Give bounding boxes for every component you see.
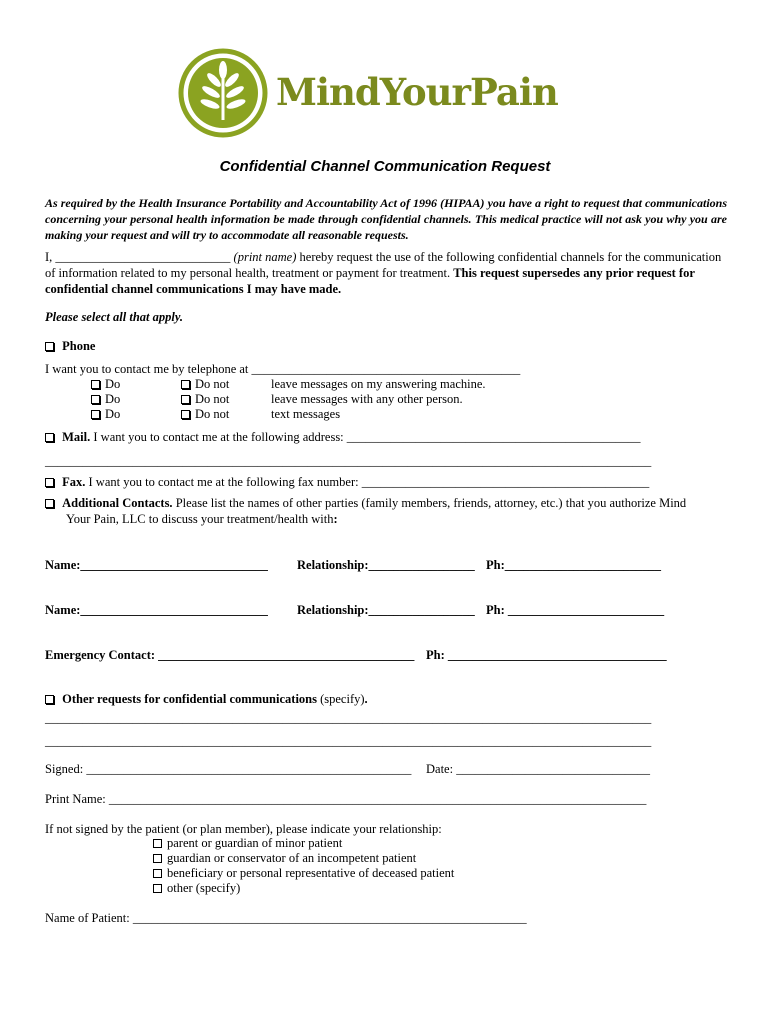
relationship-option-label: beneficiary or personal representative of deceased patient bbox=[167, 866, 455, 880]
fax-number-line[interactable]: I want you to contact me at the following fax number: ______________________________________________ bbox=[85, 475, 650, 489]
relationship-option-label: guardian or conservator of an incompetent patient bbox=[167, 851, 417, 865]
phone-option-text: leave messages on my answering machine. bbox=[271, 377, 486, 391]
phone-number-line[interactable]: I want you to contact me by telephone at ___________________________________________ bbox=[45, 362, 521, 376]
contact-name-field[interactable]: Name:______________________________ bbox=[45, 603, 268, 617]
phone-option[interactable] bbox=[45, 339, 95, 354]
relationship-checkbox[interactable] bbox=[153, 839, 162, 848]
contact-name-field[interactable]: Name:______________________________ bbox=[45, 558, 268, 572]
phone-row bbox=[91, 377, 120, 392]
do-not-checkbox[interactable] bbox=[181, 395, 190, 404]
relationship-option[interactable] bbox=[153, 866, 454, 881]
print-name-hint: (print name) bbox=[233, 250, 297, 264]
contact-relationship-field[interactable]: Relationship:_________________ bbox=[297, 558, 475, 572]
logo-wordmark: MindYourPain bbox=[276, 70, 558, 114]
additional-contacts-checkbox[interactable] bbox=[45, 499, 54, 508]
supersede-notice: This request supersedes any prior request for confidential channel communications I may have made. bbox=[45, 266, 695, 296]
print-name-field[interactable]: Print Name: ______________________________________________________________________________________ bbox=[45, 792, 647, 806]
request-middle: hereby request the use of the following confidential channels for the communication of information related to my personal health, treatment or payment for treatment. bbox=[45, 250, 722, 280]
additional-contacts-text-2 bbox=[66, 512, 338, 527]
other-dot: . bbox=[364, 692, 368, 706]
phone-row bbox=[91, 407, 120, 422]
phone-row bbox=[91, 392, 120, 407]
do-not-label: Do not bbox=[195, 407, 230, 421]
relationship-option-label: other (specify) bbox=[167, 881, 241, 895]
emergency-contact-field[interactable]: Emergency Contact: _________________________________________ bbox=[45, 648, 415, 662]
do-label: Do bbox=[105, 392, 121, 406]
relationship-checkbox[interactable] bbox=[153, 884, 162, 893]
other-specify: (specify) bbox=[316, 692, 365, 706]
other-requests-line[interactable]: _________________________________________________________________________________________________ bbox=[45, 734, 652, 748]
relationship-checkbox[interactable] bbox=[153, 869, 162, 878]
additional-contacts-text: Please list the names of other parties (family members, friends, attorney, etc.) that you authorize Mind bbox=[172, 496, 687, 510]
request-prefix: I, ____________________________ bbox=[45, 250, 234, 264]
additional-contacts-label: Additional Contacts. bbox=[62, 496, 173, 510]
contact-phone-field[interactable]: Ph: _________________________ bbox=[486, 603, 665, 617]
do-not-label: Do not bbox=[195, 377, 230, 391]
additional-contacts-continued: Your Pain, LLC to discuss your treatment/health with bbox=[66, 512, 334, 526]
phone-checkbox[interactable] bbox=[45, 342, 54, 351]
other-requests-checkbox[interactable] bbox=[45, 695, 54, 704]
relationship-option[interactable] bbox=[153, 881, 240, 896]
do-not-checkbox[interactable] bbox=[181, 380, 190, 389]
do-not-checkbox[interactable] bbox=[181, 410, 190, 419]
do-label: Do bbox=[105, 407, 121, 421]
phone-option-text: text messages bbox=[271, 407, 341, 421]
request-paragraph bbox=[45, 249, 727, 297]
do-not-label: Do not bbox=[195, 392, 230, 406]
fax-option[interactable] bbox=[45, 475, 649, 490]
contact-relationship-field[interactable]: Relationship:_________________ bbox=[297, 603, 475, 617]
mail-address-line[interactable]: I want you to contact me at the following address: _______________________________________________ bbox=[90, 430, 641, 444]
do-checkbox[interactable] bbox=[91, 395, 100, 404]
mail-option[interactable] bbox=[45, 430, 641, 445]
hipaa-intro: As required by the Health Insurance Portability and Accountability Act of 1996 (HIPAA) you have a right to request that communications concerning your personal health information be made through confidential channels. This medical practice will not ask you why you are making your request and will try to accommodate all reasonable requests. bbox=[45, 196, 727, 242]
phone-option-text: leave messages with any other person. bbox=[271, 392, 463, 406]
additional-contacts-option[interactable] bbox=[45, 496, 686, 511]
other-requests-option[interactable] bbox=[45, 692, 368, 707]
other-requests-label: Other requests for confidential communications bbox=[62, 692, 317, 706]
do-checkbox[interactable] bbox=[91, 410, 100, 419]
phone-row bbox=[181, 392, 229, 407]
phone-row bbox=[181, 377, 229, 392]
contact-phone-field[interactable]: Ph:_________________________ bbox=[486, 558, 661, 572]
select-all-note: Please select all that apply. bbox=[45, 310, 184, 324]
page-title: Confidential Channel Communication Request bbox=[219, 158, 551, 175]
mail-label: Mail. bbox=[62, 430, 91, 444]
relationship-option-label: parent or guardian of minor patient bbox=[167, 836, 343, 850]
relationship-intro: If not signed by the patient (or plan member), please indicate your relationship: bbox=[45, 822, 442, 836]
patient-name-field[interactable]: Name of Patient: _______________________________________________________________ bbox=[45, 911, 527, 925]
phone-row bbox=[181, 407, 229, 422]
emergency-phone-field[interactable]: Ph: ___________________________________ bbox=[426, 648, 667, 662]
relationship-option[interactable] bbox=[153, 836, 342, 851]
other-requests-line[interactable]: _________________________________________________________________________________________________ bbox=[45, 711, 652, 725]
date-field[interactable]: Date: _______________________________ bbox=[426, 762, 650, 776]
additional-colon: : bbox=[333, 512, 338, 526]
mail-checkbox[interactable] bbox=[45, 433, 54, 442]
relationship-option[interactable] bbox=[153, 851, 416, 866]
logo bbox=[176, 46, 606, 140]
leaf-logo-icon bbox=[176, 46, 272, 140]
signature-field[interactable]: Signed: ____________________________________________________ bbox=[45, 762, 412, 776]
mail-address-line-2[interactable]: _________________________________________________________________________________________________ bbox=[45, 454, 652, 468]
phone-label: Phone bbox=[62, 339, 96, 353]
do-label: Do bbox=[105, 377, 121, 391]
fax-label: Fax. bbox=[62, 475, 86, 489]
relationship-checkbox[interactable] bbox=[153, 854, 162, 863]
do-checkbox[interactable] bbox=[91, 380, 100, 389]
fax-checkbox[interactable] bbox=[45, 478, 54, 487]
